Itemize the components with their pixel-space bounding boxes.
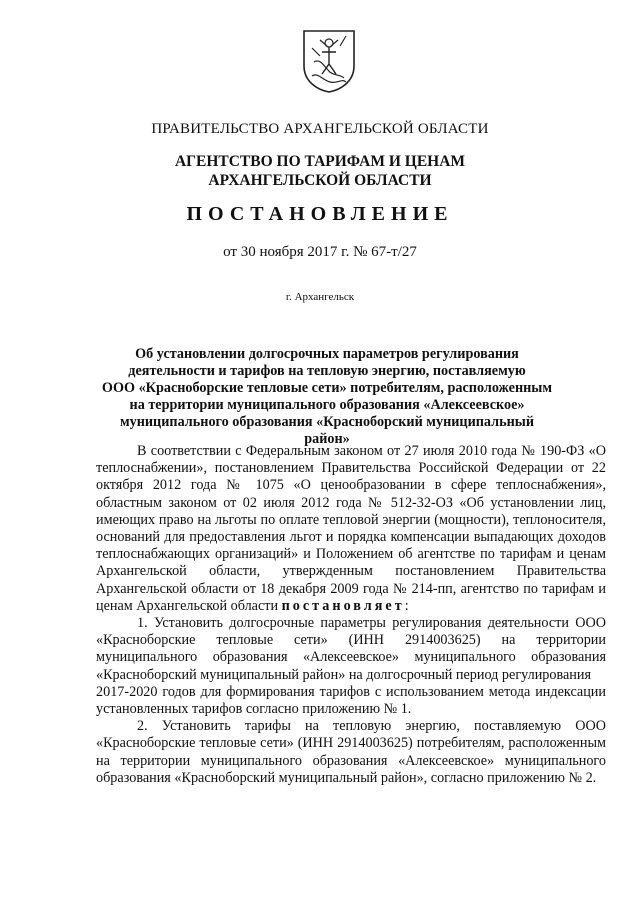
document-type: ПОСТАНОВЛЕНИЕ bbox=[186, 203, 454, 225]
document-title bbox=[96, 346, 558, 448]
document-body bbox=[96, 443, 606, 787]
resolves-word: постановляет bbox=[281, 597, 405, 614]
date-and-number: от 30 ноября 2017 г. № 67-т/27 bbox=[223, 244, 417, 260]
title-line: ООО «Красноборские тепловые сети» потребителям, расположенным bbox=[101, 380, 553, 396]
coat-of-arms-icon bbox=[300, 28, 358, 94]
title-line: Об установлении долгосрочных параметров регулирования bbox=[135, 346, 519, 362]
preamble-text: В соответствии с Федеральным законом от 27 июля 2010 года № 190-ФЗ «О теплоснабжении», постановлением Правительства Российской Федерации от 22 октября 2012 года № 1075 «О ценообразовании в сфере теплоснабжения», областным законом от 02 июля 2012 года № 512-32-ОЗ «Об установлении лиц, имеющих право на льготы по оплате тепловой энергии (мощности), теплоносителя, оснований для предоставления льгот и порядка компенсации выпадающих доходов теплоснабжающих организаций» и Положением об агентстве по тарифам и ценам Архангельской области, утвержденным постановлением Правительства Архангельской области от 18 декабря 2009 года № 214-пп, агентство по тарифам и ценам Архангельской области bbox=[96, 443, 606, 614]
agency-name bbox=[0, 152, 640, 190]
item-1-continuation: 2017-2020 годов для формирования тарифов с использованием метода индексации установленных тарифов согласно приложению № 1. bbox=[96, 683, 606, 718]
title-line: муниципального образования «Красноборский муниципальный район» bbox=[119, 414, 535, 447]
preamble-paragraph: В соответствии с Федеральным законом от 27 июля 2010 года № 190-ФЗ «О теплоснабжении», постановлением Правительства Российской Федерации от 22 октября 2012 года № 1075 «О ценообразовании в сфере теплоснабжения», областным законом от 02 июля 2012 года № 512-32-ОЗ «Об установлении лиц, имеющих право на льготы по оплате тепловой энергии (мощности), теплоносителя, оснований для предоставления льгот и порядка компенсации выпадающих доходов теплоснабжающих организаций» и Положением об агентстве по тарифам и ценам Архангельской области, утвержденным постановлением Правительства Архангельской области от 18 декабря 2009 года № 214-пп, агентство по тарифам и ценам Архангельской области постановляет: bbox=[96, 443, 606, 614]
title-line: деятельности и тарифов на тепловую энергию, поставляемую bbox=[128, 363, 526, 379]
city: г. Архангельск bbox=[285, 291, 355, 303]
title-line: на территории муниципального образования «Алексеевское» bbox=[129, 397, 525, 413]
agency-name-line1: АГЕНТСТВО ПО ТАРИФАМ И ЦЕНАМ bbox=[174, 153, 466, 170]
government-name: ПРАВИТЕЛЬСТВО АРХАНГЕЛЬСКОЙ ОБЛАСТИ bbox=[151, 121, 489, 137]
agency-name-line2: АРХАНГЕЛЬСКОЙ ОБЛАСТИ bbox=[208, 172, 432, 189]
item-1-paragraph: 1. Установить долгосрочные параметры регулирования деятельности ООО «Красноборские тепловые сети» (ИНН 2914003625) на территории муниципального образования «Алексеевское» муниципального образования «Красноборский муниципальный район» на долгосрочный период регулирования bbox=[96, 615, 606, 683]
item-2-paragraph: 2. Установить тарифы на тепловую энергию, поставляемую ООО «Красноборские тепловые сети» (ИНН 2914003625) потребителям, расположенным на территории муниципального образования «Алексеевское» муниципального образования «Красноборский муниципальный район», согласно приложению № 2. bbox=[96, 718, 606, 786]
